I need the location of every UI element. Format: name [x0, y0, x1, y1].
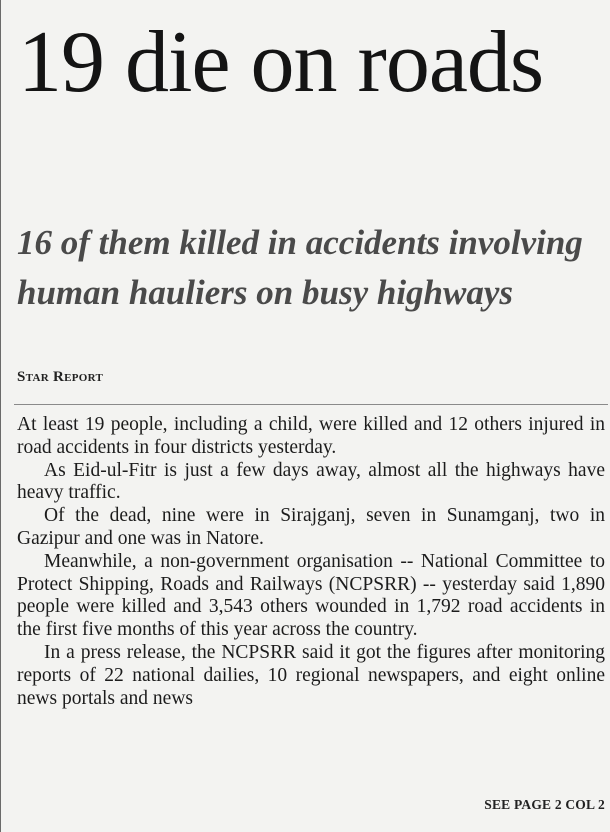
byline-divider: [14, 404, 608, 405]
byline: Star Report: [17, 369, 104, 385]
paragraph: Of the dead, nine were in Sirajganj, seven in Sunamganj, two in Gazipur and one was in Natore.: [17, 505, 605, 549]
article-body: [17, 414, 605, 710]
paragraph: Meanwhile, a non-government organisation -- National Committee to Protect Shipping, Roads and Railways (NCPSRR) -- yesterday said 1,890 people were killed and 3,543 others wounded in 1,792 road accidents in the first five months of this year across the country.: [17, 550, 605, 641]
continuation-jump: SEE PAGE 2 COL 2: [484, 797, 605, 812]
paragraph: As Eid-ul-Fitr is just a few days away, almost all the highways have heavy traffic.: [17, 459, 605, 504]
paragraph: In a press release, the NCPSRR said it got the figures after monitoring reports of 22 national dailies, 10 regional newspapers, and eight online news portals and news: [17, 641, 605, 709]
paragraph: At least 19 people, including a child, were killed and 12 others injured in road accidents in four districts yesterday.: [17, 414, 605, 458]
subheadline: 16 of them killed in accidents involving human hauliers on busy highways: [17, 223, 583, 312]
headline: 19 die on roads: [18, 14, 544, 111]
